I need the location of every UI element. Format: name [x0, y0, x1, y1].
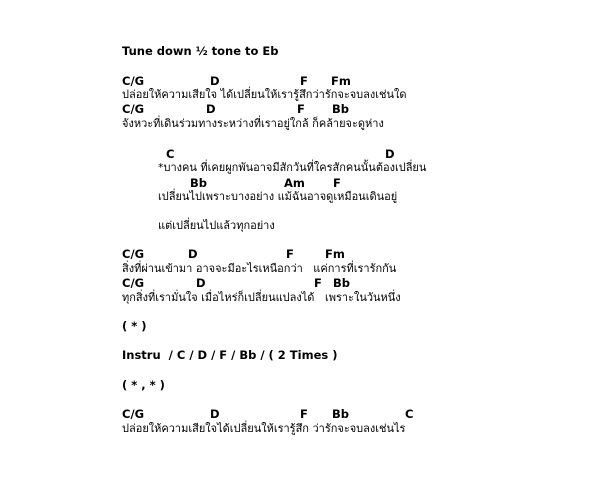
lyric-line: *บางคน ที่เคยผูกพันอาจมีสักวันที่ใครสักคนนั้นต้องเปลี่ยน [158, 161, 427, 174]
chord: F [297, 102, 305, 116]
chord: F [300, 74, 308, 88]
tuning-title: Tune down ½ tone to Eb [122, 44, 279, 58]
chord: D [385, 147, 395, 161]
chord: F [333, 176, 341, 190]
instrumental-line: Instru / C / D / F / Bb / ( 2 Times ) [122, 348, 338, 362]
chord: Bb [332, 407, 349, 421]
chord: Bb [333, 276, 350, 290]
chord: F [286, 247, 294, 261]
lyric-line: ทุกสิ่งที่เรามั่นใจ เมื่อไหร่ก็เปลี่ยนแปลงได้ เพราะในวันหนึ่ง [122, 291, 401, 304]
chord: Bb [332, 102, 349, 116]
chord: D [196, 276, 206, 290]
chord: Bb [190, 176, 207, 190]
lyric-line: เปลี่ยนไปเพราะบางอย่าง แม้ฉันอาจดูเหมือนเดินอยู่ [158, 190, 398, 203]
chord: D [210, 74, 220, 88]
chord: D [206, 102, 216, 116]
chord: D [210, 407, 220, 421]
repeat-marker: ( * , * ) [122, 378, 165, 392]
chord: Fm [331, 74, 351, 88]
lyric-line: แต่เปลี่ยนไปแล้วทุกอย่าง [158, 219, 275, 232]
chord: F [314, 276, 322, 290]
chord: C/G [122, 102, 145, 116]
chord: C/G [122, 74, 145, 88]
chord: Am [284, 176, 305, 190]
lyric-line: สิ่งที่ผ่านเข้ามา อาจจะมีอะไรเหนือกว่า แค่การที่เรารักกัน [122, 262, 397, 275]
chord: C/G [122, 276, 145, 290]
chord: C [166, 147, 175, 161]
chord: C [405, 407, 414, 421]
chord: C/G [122, 247, 145, 261]
lyric-line: ปล่อยให้ความเสียใจได้เปลี่ยนให้เรารู้สึก ว่ารักจะจบลงเช่นไร [122, 422, 406, 435]
lyric-line: ปล่อยให้ความเสียใจ ได้เปลี่ยนให้เรารู้สึกว่ารักจะจบลงเช่นใด [122, 88, 407, 101]
chord: D [188, 247, 198, 261]
chord: F [300, 407, 308, 421]
chord: C/G [122, 407, 145, 421]
lyric-line: จังหวะที่เดินร่วมทางระหว่างที่เราอยู่ใกล้ ก็คล้ายจะดูห่าง [122, 117, 384, 130]
chord: Fm [325, 247, 345, 261]
repeat-marker: ( * ) [122, 319, 147, 333]
